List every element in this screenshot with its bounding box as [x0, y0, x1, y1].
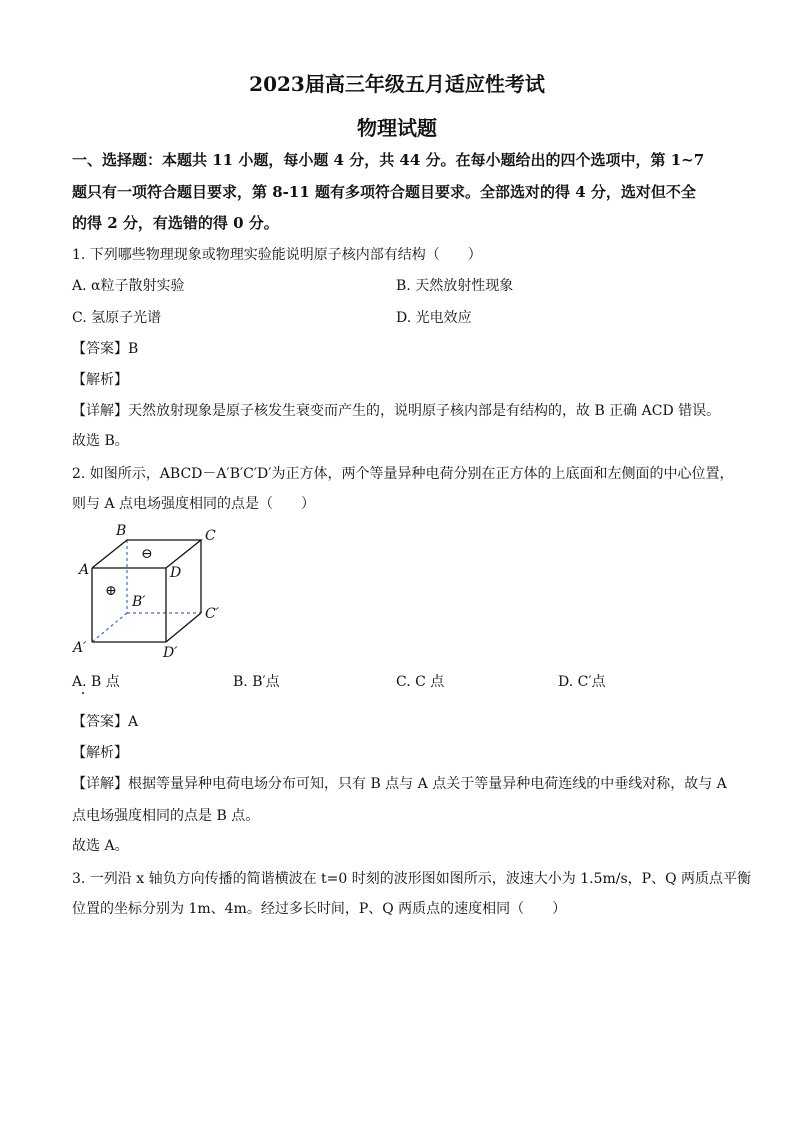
q3-stem-line-1: 3. 一列沿 x 轴负方向传播的简谐横波在 t=0 时刻的波形图如图所示，波速大小为 1.5m/s，P、Q 两质点平衡	[72, 871, 752, 887]
q2-option-d: D. C′点	[558, 674, 606, 690]
q2-choice: 故选 A。	[72, 838, 129, 854]
q2-stem-line-2: 则与 A 点电场强度相同的点是（ ）	[72, 496, 316, 512]
vertex-label-b-prime: B′	[132, 594, 146, 610]
positive-charge-icon: ⊕	[105, 583, 117, 599]
q3-stem-line-2: 位置的坐标分别为 1m、4m。经过多长时间，P、Q 两质点的速度相同（ ）	[72, 901, 567, 917]
q1-option-a: A. α粒子散射实验	[72, 278, 185, 294]
vertex-label-a: A	[79, 562, 90, 578]
q1-stem: 1. 下列哪些物理现象或物理实验能说明原子核内部有结构（ ）	[72, 247, 482, 263]
cube-figure	[70, 518, 240, 663]
vertex-label-c-prime: C′	[205, 606, 219, 622]
q1-analysis-label: 【解析】	[72, 372, 128, 388]
q1-detail: 【详解】天然放射现象是原子核发生衰变而产生的，说明原子核内部是有结构的，故 B 正确 ACD 错误。	[72, 403, 721, 419]
q1-choice: 故选 B。	[72, 433, 129, 449]
q1-answer: 【答案】B	[72, 341, 139, 357]
q2-detail-line-1: 【详解】根据等量异种电荷电场分布可知，只有 B 点与 A 点关于等量异种电荷连线的中垂线对称，故与 A	[72, 776, 727, 792]
vertex-label-a-prime: A′	[73, 640, 87, 656]
q2-answer: 【答案】A	[72, 714, 139, 730]
vertex-label-b: B	[116, 523, 127, 539]
q2-detail-line-2: 点电场强度相同的点是 B 点。	[72, 808, 260, 824]
q2-option-c: C. C 点	[396, 674, 445, 690]
q1-option-c: C. 氢原子光谱	[72, 310, 162, 326]
q2-option-b: B. B′点	[233, 674, 280, 690]
exam-title: 2023届高三年级五月适应性考试	[249, 72, 545, 96]
q1-option-d: D. 光电效应	[396, 310, 472, 326]
exam-subtitle: 物理试题	[357, 116, 437, 140]
vertex-label-d-prime: D′	[163, 645, 178, 661]
q2-option-a: A. B 点	[72, 674, 120, 690]
q2-stem-line-1: 2. 如图所示，ABCD－A′B′C′D′为正方体，两个等量异种电荷分别在正方体的上底面和左侧面的中心位置，	[72, 466, 734, 482]
stray-dot	[82, 692, 84, 694]
vertex-label-c: C	[205, 528, 216, 544]
section-instruction-line-3: 的得 2 分，有选错的得 0 分。	[72, 214, 279, 232]
q1-option-b: B. 天然放射性现象	[396, 278, 514, 294]
negative-charge-icon: ⊖	[141, 546, 153, 562]
q2-analysis-label: 【解析】	[72, 745, 128, 761]
vertex-label-d: D	[170, 565, 182, 581]
section-instruction-line-1: 一、选择题：本题共 11 小题，每小题 4 分，共 44 分。在每小题给出的四个选项中，第 1~7	[72, 151, 705, 169]
section-instruction-line-2: 题只有一项符合题目要求，第 8-11 题有多项符合题目要求。全部选对的得 4 分，选对但不全	[72, 183, 696, 201]
